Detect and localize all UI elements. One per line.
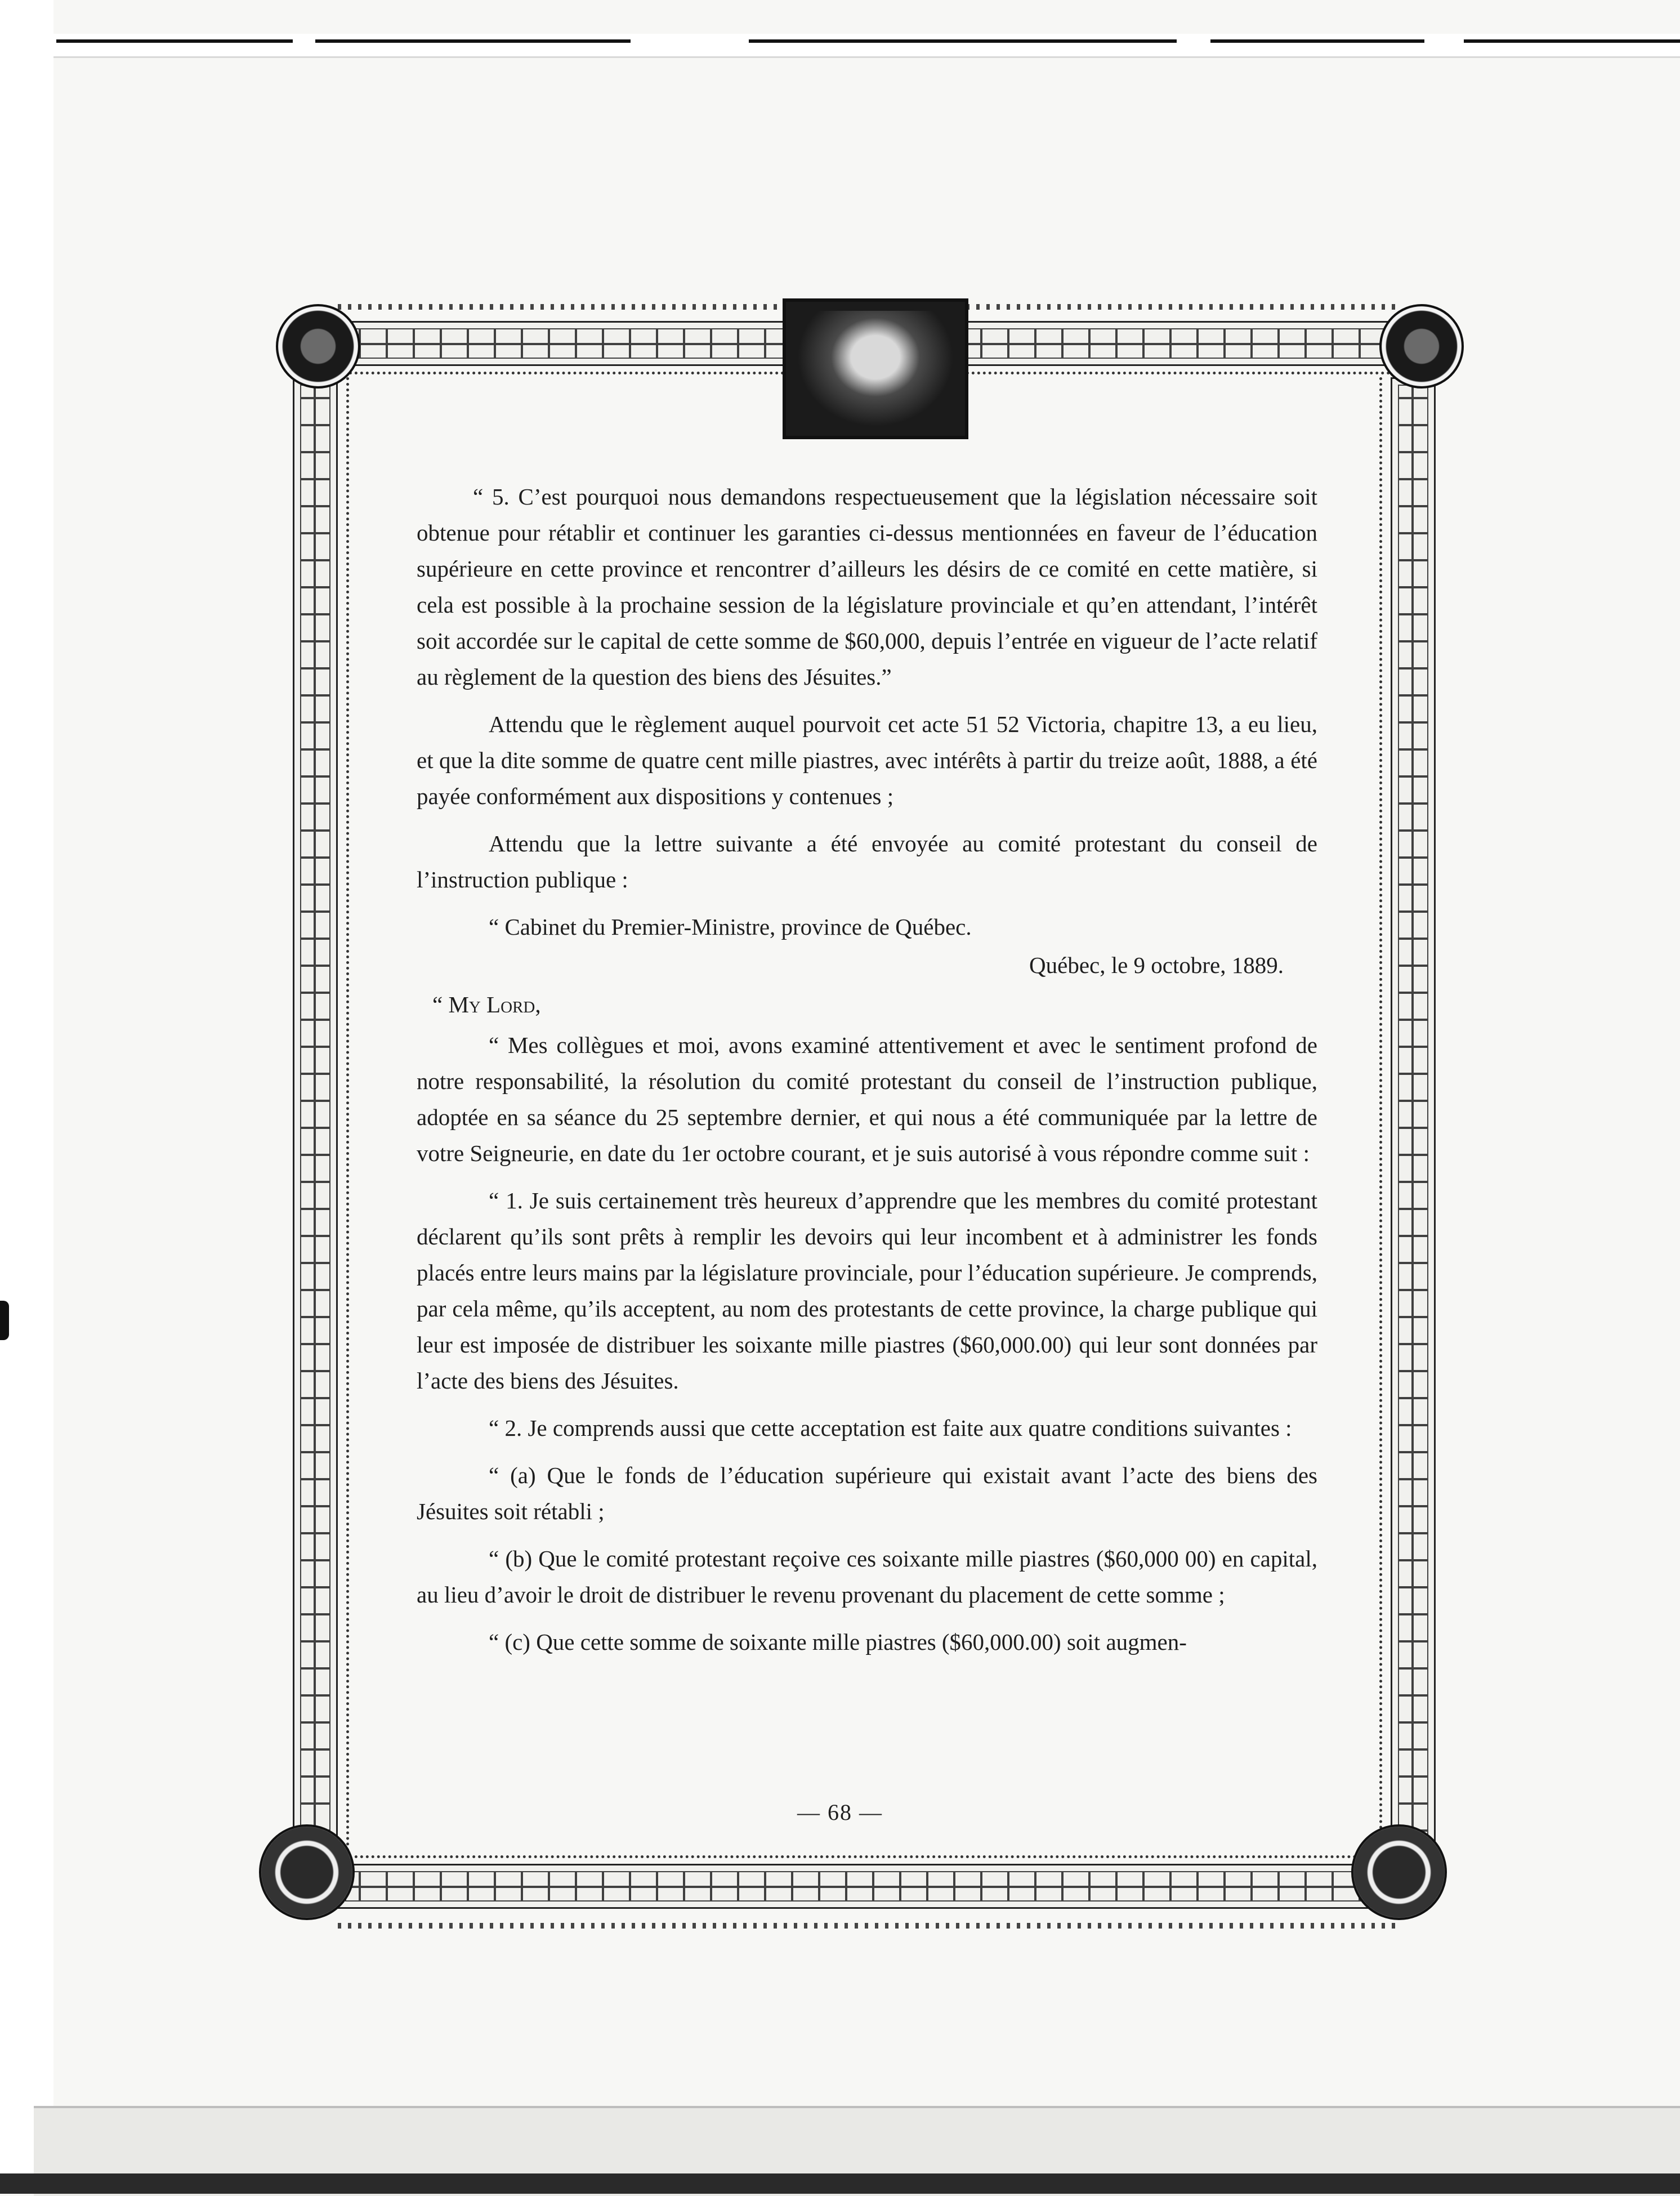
scan-bottom-shadow <box>0 2173 1680 2194</box>
frame-band-right <box>1391 377 1436 1853</box>
frame-band-bottom <box>338 1864 1396 1909</box>
top-rule <box>1210 39 1424 43</box>
paragraph: “ 5. C’est pourquoi nous demandons respectueusement que la législation nécessaire soit obtenue pour rétablir et continuer les garanties ci-dessus mentionnées en faveur de l’éducation supérieure en cette province et rencontrer d’ailleurs les désirs de ce comité en cette matière, si cela est possible à la prochaine session de la législature provinciale et qu’en attendant, l’intérêt soit accordée sur le capital de cette somme de $60,000, depuis l’entrée en vigueur de l’acte relatif au règlement de la question des biens des Jésuites.” <box>417 484 1317 690</box>
top-rule <box>315 39 631 43</box>
frame-band-left <box>293 377 338 1853</box>
letter-salutation: “ My Lord, <box>432 992 541 1017</box>
paragraph: “ 1. Je suis certainement très heureux d’apprendre que les membres du comité protestant déclarent qu’ils sont prêts à remplir les devoirs qui leur incombent et à administrer les fonds placés entre leurs mains par la législature provinciale, pour l’éducation supérieure. Je comprends, par cela même, qu’ils acceptent, au nom des protestants de cette province, la charge publique qui leur est imposée de distribuer les soixante mille piastres ($60,000.00) qui leur sont données par l’acte des biens des Jésuites. <box>417 1188 1317 1394</box>
frame-zigzag-bottom <box>338 1923 1396 1929</box>
paragraph: “ Mes collègues et moi, avons examiné attentivement et avec le sentiment profond de notre responsabilité, la résolution du comité protestant du conseil de l’instruction publique, adoptée en sa séance du 25 septembre dernier, et qui nous a été communiquée par la lettre de votre Seigneurie, en date du 1er octobre courant, et je suis autorisé à vous répondre comme suit : <box>417 1032 1317 1166</box>
letter-date: Québec, le 9 octobre, 1889. <box>1029 952 1284 978</box>
frame-dotted-rule-right <box>1379 377 1382 1853</box>
top-rule <box>749 39 1177 43</box>
scan-left-margin <box>0 0 53 2194</box>
scan-top-edge <box>53 34 1680 58</box>
paragraph: “ 2. Je comprends aussi que cette acceptation est faite aux quatre conditions suivantes : <box>489 1415 1292 1441</box>
page-body <box>417 479 1317 1671</box>
binding-mark <box>0 1301 9 1340</box>
page-number: — 68 — <box>797 1800 883 1825</box>
corner-ornament-icon <box>1351 1824 1447 1920</box>
top-rule <box>56 39 293 43</box>
madonna-vignette-icon <box>783 298 968 439</box>
corner-medallion-icon <box>276 304 360 389</box>
letter-header: “ Cabinet du Premier-Ministre, province de Québec. <box>489 914 972 940</box>
top-rule <box>1464 39 1680 43</box>
frame-dotted-rule-bottom <box>338 1855 1396 1858</box>
paragraph: Attendu que la lettre suivante a été envoyée au comité protestant du conseil de l’instruction publique : <box>417 831 1317 892</box>
paragraph: “ (b) Que le comité protestant reçoive ces soixante mille piastres ($60,000 00) en capital, au lieu d’avoir le droit de distribuer le revenu provenant du placement de cette somme ; <box>417 1546 1317 1608</box>
corner-ornament-icon <box>259 1824 355 1920</box>
paragraph: “ (a) Que le fonds de l’éducation supérieure qui existait avant l’acte des biens des Jésuites soit rétabli ; <box>417 1462 1317 1524</box>
corner-medallion-icon <box>1379 304 1464 389</box>
paragraph: Attendu que le règlement auquel pourvoit cet acte 51 52 Victoria, chapitre 13, a eu lieu, et que la dite somme de quatre cent mille piastres, avec intérêts à partir du treize août, 1888, a été payée conformément aux dispositions y contenues ; <box>417 711 1317 809</box>
paragraph: “ (c) Que cette somme de soixante mille piastres ($60,000.00) soit augmen- <box>489 1629 1187 1655</box>
frame-dotted-rule-left <box>346 377 349 1853</box>
